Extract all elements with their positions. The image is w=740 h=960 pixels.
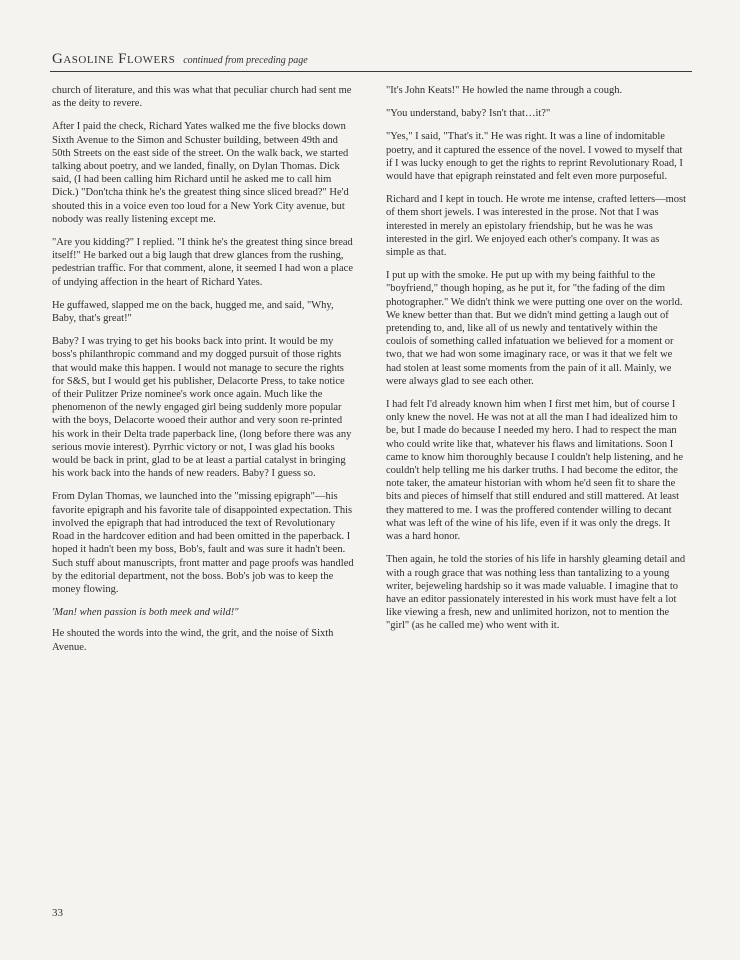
paragraph: "Are you kidding?" I replied. "I think he's the greatest thing since bread itself!" He barked out a big laugh that drew glances from the rushing, pedestrian traffic. For that comment, alone, it seemed I had won a place of undying affection in the heart of Richard Yates.	[52, 237, 353, 288]
left-column	[52, 84, 354, 664]
paragraph: "Yes," I said, "That's it." He was right. It was a line of indomitable poetry, and it captured the essence of the novel. I vowed to myself that if I was lucky enough to get the rights to reprint Revolutionary Road, I would have that epigraph reinstated and felt even more purposeful.	[386, 131, 683, 183]
running-header	[52, 50, 690, 68]
paragraph: Baby? I was trying to get his books back into print. It would be my boss's philanthropic command and my dogged pursuit of those rights that would make this happen. I would not manage to secure the rights for S&S, but I would get his publisher, Delacorte Press, to take notice of their Pulitzer Prize nominee's work once again. Much like the phenomenon of the newly engaged girl being suddenly more popular with the boys, Delacorte wooed their author and very soon re-printed his work in their Delta trade paperback line, (long before there was any serious movie interest). Pyrrhic victory or not, I was glad his books would be back in print, glad to be at least a partial catalyst in bringing his work back into the hands of new readers. Baby? I guess so.	[52, 336, 352, 480]
header-subtitle: continued from preceding page	[183, 55, 308, 66]
paragraph: He guffawed, slapped me on the back, hugged me, and said, "Why, Baby, that's great!"	[52, 299, 334, 325]
paragraph: Then again, he told the stories of his life in harshly gleaming detail and with a rough grace that was nothing less than tantalizing to a young writer, bejeweling hardship so it was made valuable. I imagine that to have an editor passionately interested in his work must have felt a lot like viewing a fresh, new and unlimited horizon, not to mention the "girl" (as he called me) who went with it.	[386, 554, 686, 632]
paragraph: He shouted the words into the wind, the grit, and the noise of Sixth Avenue.	[52, 628, 334, 653]
paragraph: "You understand, baby? Isn't that…it?"	[386, 108, 551, 120]
header-title: Gasoline Flowers	[52, 51, 176, 67]
epigraph-quote: 'Man! when passion is both meek and wild!"	[52, 607, 239, 619]
right-column	[386, 84, 688, 643]
page-number: 33	[52, 907, 63, 919]
header-rule	[50, 71, 692, 72]
paragraph: church of literature, and this was what that peculiar church had sent me as the deity to revere.	[52, 85, 352, 110]
paragraph: I had felt I'd already known him when I first met him, but of course I only knew the novel. He was not at all the man I had idealized him to be, but I made do because I needed my hero. I had to respect the man who could write like that, whatever his flaws and limitations. Soon I came to know him thoroughly because I couldn't help listening, and he couldn't help telling me his darker truths. I had become the editor, the note taker, the amateur historian with whom he'd seen fit to share the bits and pieces of himself that still endured and still mattered. At least they mattered to me. I was the proffered contender willing to decant what was left of the wine of his life, even if it was only the dregs. It was a hard honor.	[386, 399, 683, 543]
paragraph: I put up with the smoke. He put up with my being faithful to the "boyfriend," though hoping, as he put it, for "the fading of the dim photographer." We didn't think we were putting one over on the world. We knew better than that. But we didn't mind getting a laugh out of pretending to, and, like all of us newly and tentatively within the coulois of something called infatuation we believed for a moment or two, that we had won some imaginary race, or was it that we felt we had stolen at least some moments from the pain of it all. Mainly, we were always glad to see each other.	[386, 270, 683, 387]
paragraph: From Dylan Thomas, we launched into the "missing epigraph"—his favorite epigraph and his favorite tale of disappointed expectation. This involved the epigraph that had introduced the text of Revolutionary Road in the hardcover edition and had been omitted in the paperback. I hoped it hadn't been my boss, Bob's, fault and was sure it hadn't been. Such stuff about manuscripts, front matter and page proofs was handled by the editorial department, not the boss. Bob's job was to keep the money flowing.	[52, 491, 354, 595]
paragraph: Richard and I kept in touch. He wrote me intense, crafted letters—most of them short jewels. I was interested in the prose. Not that I was interested in merely an epistolary friendship, but he was he was interested in the girl. We enjoyed each other's company. It was as simple as that.	[386, 194, 687, 259]
paragraph: "It's John Keats!" He howled the name through a cough.	[386, 85, 623, 96]
paragraph: After I paid the check, Richard Yates walked me the five blocks down Sixth Avenue to the Simon and Schuster building, between 49th and 50th Streets on the east side of the street. On the walk back, we started talking about poetry, and we landed, finally, on Dylan Thomas. Dick said, (I had been calling him Richard until he asked me to call him Dick.) "Don'tcha think he's the greatest thing since sliced bread?" He'd shouted this in a voice even too loud for a New York City avenue, but nobody was really listening except me.	[52, 121, 349, 225]
